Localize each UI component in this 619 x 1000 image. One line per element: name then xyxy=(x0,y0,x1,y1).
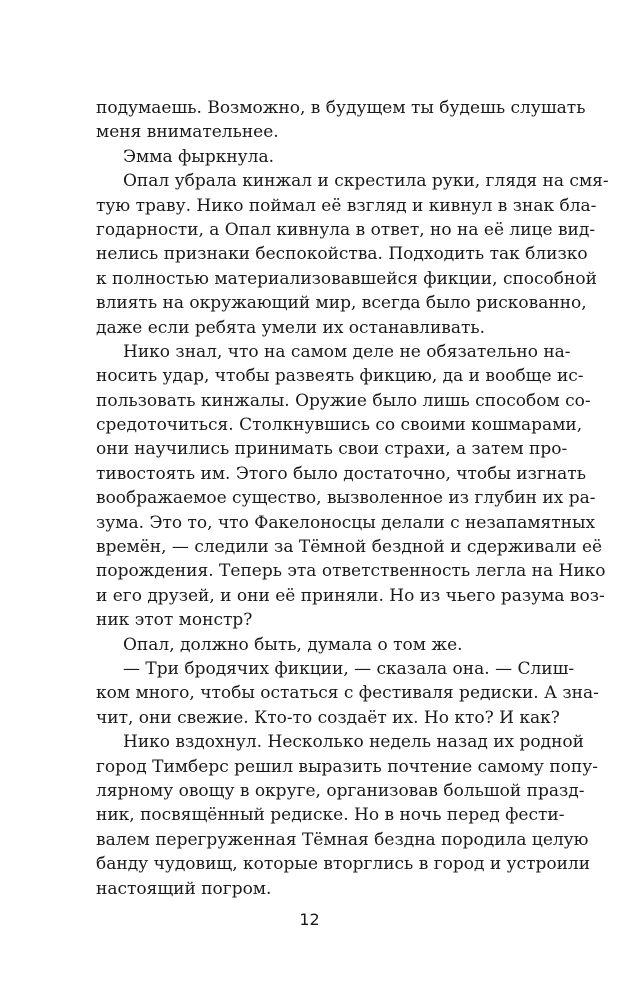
text-line: меня внимательнее. xyxy=(96,122,279,143)
text-line: средоточиться. Столкнувшись со своими кошмарами, xyxy=(96,415,583,436)
text-line: влиять на окружающий мир, всегда было рискованно, xyxy=(96,293,587,314)
text-line: банду чудовищ, которые вторглись в город и устроили xyxy=(96,854,591,875)
text-line: ник этот монстр? xyxy=(96,610,253,631)
text-line: порождения. Теперь эта ответственность легла на Нико xyxy=(96,561,606,582)
text-line: нелись признаки беспокойства. Подходить так близко xyxy=(96,244,588,265)
text-line: настоящий погром. xyxy=(96,878,272,899)
text-line: тивостоять им. Этого было достаточно, чтобы изгнать xyxy=(96,463,586,484)
text-line: носить удар, чтобы развеять фикцию, да и вообще ис- xyxy=(96,366,584,387)
text-line: к полностью материализовавшейся фикции, способной xyxy=(96,268,597,289)
text-line: чит, они свежие. Кто-то создаёт их. Но кто? И как? xyxy=(96,707,560,728)
text-line: Опал убрала кинжал и скрестила руки, глядя на смя- xyxy=(123,171,609,192)
text-line: даже если ребята умели их останавливать. xyxy=(96,317,486,338)
text-line: зума. Это то, что Факелоносцы делали с незапамятных xyxy=(96,512,596,533)
text-line: лярному овощу в округе, организовав большой празд- xyxy=(96,780,585,801)
page-number: 12 xyxy=(299,910,320,929)
body-text xyxy=(96,96,609,901)
text-line: ком много, чтобы остаться с фестиваля редиски. А зна- xyxy=(96,683,599,704)
text-line: подумаешь. Возможно, в будущем ты будешь слушать xyxy=(96,98,586,118)
text-line: Эмма фыркнула. xyxy=(123,146,275,167)
text-line: времён, — следили за Тёмной бездной и сдерживали её xyxy=(96,537,603,558)
text-line: и его друзей, и они её приняли. Но из чьего разума воз- xyxy=(96,585,605,606)
text-line: ник, посвящённый редиске. Но в ночь перед фести- xyxy=(96,805,565,826)
text-line: Нико вздохнул. Несколько недель назад их родной xyxy=(123,732,585,753)
text-line: тую траву. Нико поймал её взгляд и кивнул в знак бла- xyxy=(96,195,597,216)
text-line: — Три бродячих фикции, — сказала она. — Слиш- xyxy=(123,658,575,679)
text-line: Нико знал, что на самом деле не обязательно на- xyxy=(123,341,571,362)
text-line: Опал, должно быть, думала о том же. xyxy=(123,634,463,655)
text-line: годарности, а Опал кивнула в ответ, но на её лице вид- xyxy=(96,219,596,240)
text-line: город Тимберс решил выразить почтение самому попу- xyxy=(96,756,598,777)
text-line: валем перегруженная Тёмная бездна породила целую xyxy=(96,829,589,850)
text-line: они научились принимать свои страхи, а затем про- xyxy=(96,439,568,460)
text-line: пользовать кинжалы. Оружие было лишь способом со- xyxy=(96,390,591,411)
text-line: воображаемое существо, вызволенное из глубин их ра- xyxy=(96,488,596,509)
